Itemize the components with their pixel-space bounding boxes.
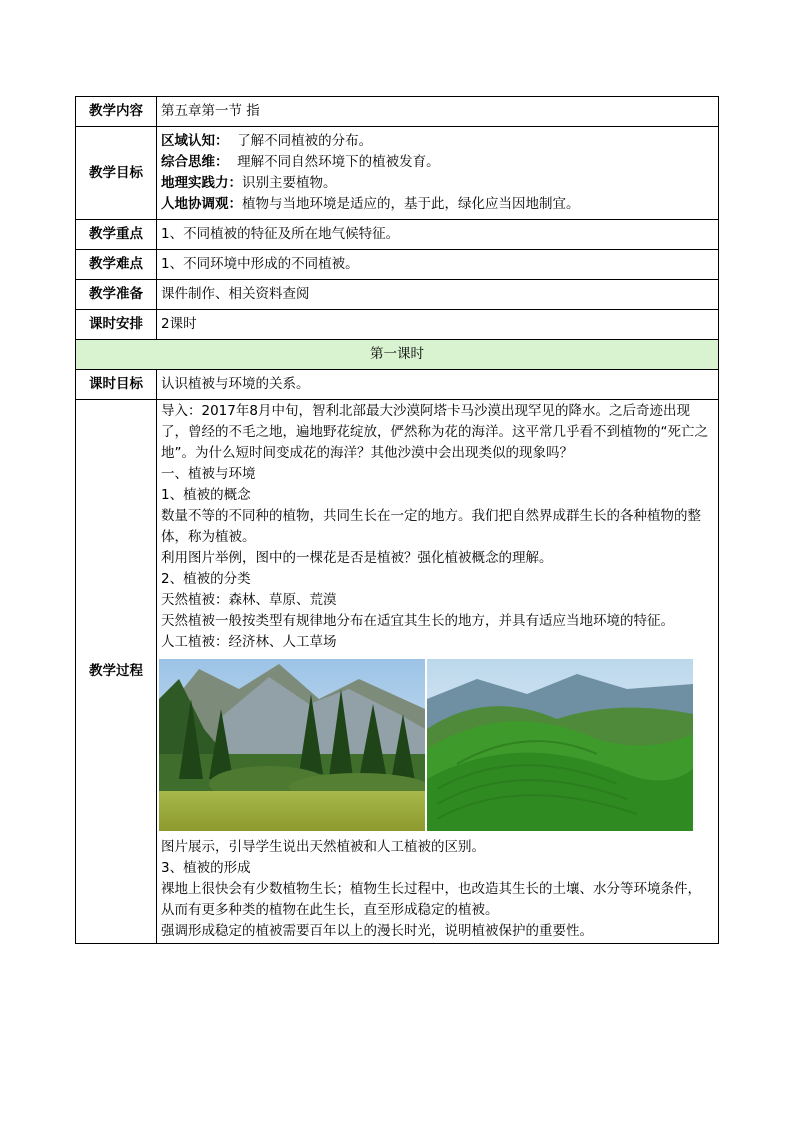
process-paragraph: 利用图片举例，图中的一棵花是否是植被？强化植被概念的理解。 bbox=[161, 550, 553, 566]
row-lesson-goal bbox=[76, 370, 719, 400]
process-paragraph: 强调形成稳定的植被需要百年以上的漫长时光，说明植被保护的重要性。 bbox=[161, 923, 593, 939]
row-label: 课时目标 bbox=[76, 370, 157, 400]
row-label: 教学过程 bbox=[76, 400, 157, 944]
process-subheading: 2、植被的分类 bbox=[161, 571, 251, 587]
process-heading: 一、植被与环境 bbox=[161, 466, 256, 482]
goal-text: 了解不同植被的分布。 bbox=[237, 133, 373, 149]
row-label: 课时安排 bbox=[76, 310, 157, 340]
row-difficulties bbox=[76, 250, 719, 280]
goal-item bbox=[161, 131, 714, 152]
row-schedule bbox=[76, 310, 719, 340]
goal-text: 识别主要植物。 bbox=[242, 175, 337, 191]
row-label: 教学难点 bbox=[76, 250, 157, 280]
process-subheading: 1、植被的概念 bbox=[161, 487, 251, 503]
row-label: 教学准备 bbox=[76, 280, 157, 310]
process-cell bbox=[157, 400, 719, 944]
lesson-plan-table bbox=[75, 96, 719, 944]
forest-meadow-image bbox=[159, 659, 425, 831]
process-paragraph: 天然植被：森林、草原、荒漠 bbox=[161, 592, 337, 608]
goal-item bbox=[161, 152, 714, 173]
row-value: 课件制作、相关资料查阅 bbox=[157, 280, 719, 310]
row-value: 1、不同环境中形成的不同植被。 bbox=[157, 250, 719, 280]
goal-term: 人地协调观： bbox=[161, 196, 242, 212]
process-paragraph: 导入：2017年8月中旬，智利北部最大沙漠阿塔卡马沙漠出现罕见的降水。之后奇迹出现了，曾经的不毛之地，遍地野花绽放，俨然称为花的海洋。这平常几乎看不到植物的“死亡之地”。为什么短时间变成花的海洋？其他沙漠中会出现类似的现象吗？ bbox=[161, 403, 708, 461]
goal-item bbox=[161, 194, 714, 215]
goal-text: 植物与当地环境是适应的，基于此，绿化应当因地制宜。 bbox=[242, 196, 580, 212]
process-paragraph: 天然植被一般按类型有规律地分布在适宜其生长的地方，并具有适应当地环境的特征。 bbox=[161, 613, 674, 629]
row-section-header bbox=[76, 340, 719, 370]
process-paragraph: 图片展示，引导学生说出天然植被和人工植被的区别。 bbox=[161, 839, 485, 855]
row-content bbox=[76, 97, 719, 127]
row-preparation bbox=[76, 280, 719, 310]
goal-term: 地理实践力： bbox=[161, 175, 242, 191]
row-goals bbox=[76, 127, 719, 220]
row-key-points bbox=[76, 220, 719, 250]
row-label: 教学重点 bbox=[76, 220, 157, 250]
process-subheading: 3、植被的形成 bbox=[161, 860, 251, 876]
process-paragraph: 裸地上很快会有少数植物生长；植物生长过程中，也改造其生长的土壤、水分等环境条件，从而有更多种类的植物在此生长，直至形成稳定的植被。 bbox=[161, 881, 701, 918]
row-process bbox=[76, 400, 719, 944]
row-value: 1、不同植被的特征及所在地气候特征。 bbox=[157, 220, 719, 250]
row-value: 认识植被与环境的关系。 bbox=[157, 370, 719, 400]
row-label: 教学目标 bbox=[76, 127, 157, 220]
goal-item bbox=[161, 173, 714, 194]
goals-cell bbox=[157, 127, 719, 220]
vegetation-photos bbox=[159, 659, 714, 831]
plantation-hills-image bbox=[427, 659, 693, 831]
row-value: 2课时 bbox=[157, 310, 719, 340]
goal-term: 综合思维： bbox=[161, 154, 229, 170]
artificial-vegetation-photo bbox=[427, 659, 693, 831]
process-paragraph: 数量不等的不同种的植物，共同生长在一定的地方。我们把自然界成群生长的各种植物的整体，称为植被。 bbox=[161, 508, 701, 545]
goal-text: 理解不同自然环境下的植被发育。 bbox=[237, 154, 440, 170]
row-value: 第五章第一节 指 bbox=[157, 97, 719, 127]
section-title: 第一课时 bbox=[76, 340, 719, 370]
natural-vegetation-photo bbox=[159, 659, 425, 831]
row-label: 教学内容 bbox=[76, 97, 157, 127]
goal-term: 区域认知： bbox=[161, 133, 229, 149]
process-paragraph: 人工植被：经济林、人工草场 bbox=[161, 634, 337, 650]
